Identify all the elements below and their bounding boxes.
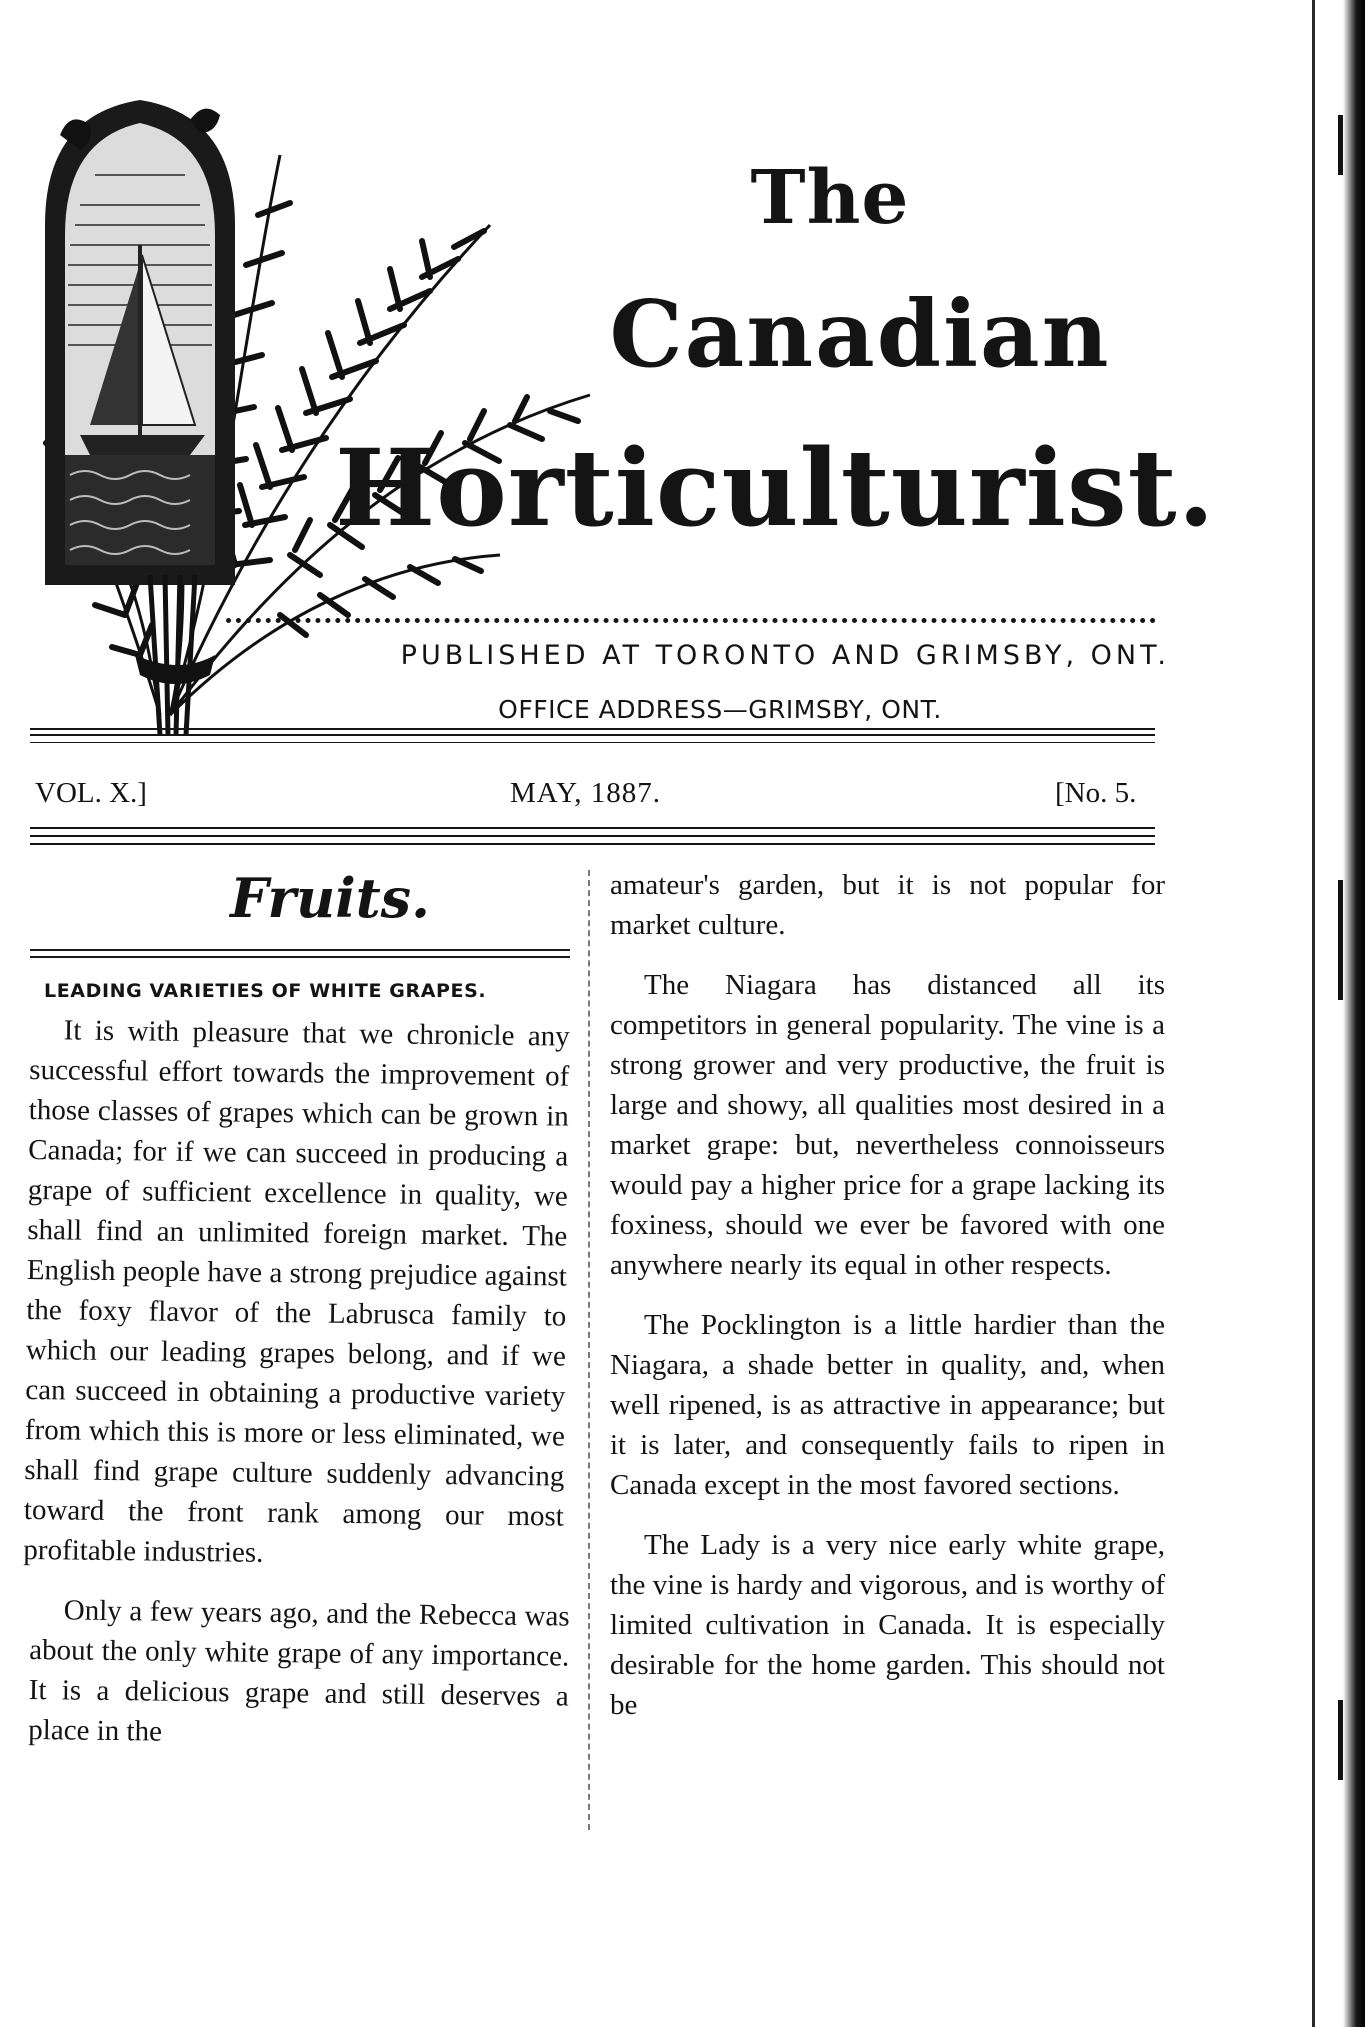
fern-ship-illustration (30, 95, 650, 735)
left-paragraph-1: It is with pleasure that we chronicle any successful effort towards the improvement of those classes of grapes which can be grown in Canada; for if we can succeed in producing a grape of sufficient excellence in quality, we shall find an unlimited foreign market. The English people have a strong prejudice against the foxy flavor of the Labrusca family to which our leading grapes belong, and if we can succeed in obtaining a productive variety from which this is more or less eliminated, we shall find grape culture suddenly advancing toward the front rank among our most profitable industries. (23, 1014, 570, 1569)
publication-place: PUBLISHED AT TORONTO AND GRIMSBY, ONT. (400, 640, 1170, 671)
masthead-title-horticulturist: Horticulturist. (335, 425, 1216, 550)
issue-rule-top (30, 742, 1155, 743)
masthead-dotted-rule (226, 618, 1156, 623)
left-column (23, 865, 570, 1750)
issue-rule-bottom (30, 843, 1155, 845)
issue-rule-bottom (30, 827, 1155, 829)
binding-edge-line (1312, 0, 1315, 2027)
masthead-title-the: The (750, 155, 910, 241)
right-column (610, 865, 1165, 1725)
binding-shadow (1343, 0, 1365, 2027)
section-rule (30, 956, 570, 958)
right-paragraph-2: The Niagara has distanced all its competitors in general popularity. The vine is a strong grower and very productive, the fruit is large and showy, all qualities most desired in a market grape: but, nevertheless connoisseurs would pay a higher price for a grape lacking its foxiness, should we ever be favored with one anywhere nearly its equal in other respects. (610, 969, 1165, 1281)
section-rule (30, 949, 570, 951)
issue-number: [No. 5. (1055, 777, 1137, 809)
section-title: Fruits. (230, 866, 430, 930)
office-address: OFFICE ADDRESS—GRIMSBY, ONT. (498, 695, 942, 724)
column-divider (588, 870, 590, 1830)
issue-date: MAY, 1887. (510, 777, 662, 809)
article-heading: LEADING VARIETIES OF WHITE GRAPES. (44, 980, 487, 1002)
issue-rule-bottom (30, 835, 1155, 837)
right-paragraph-3: The Pocklington is a little hardier than the Niagara, a shade better in quality, and, when well ripened, is as attractive in appearance; but it is later, and consequently fails to ripen in Canada except in the most favored sections. (610, 1309, 1165, 1501)
right-paragraph-4: The Lady is a very nice early white grape, the vine is hardy and vigorous, and is worthy of limited cultivation in Canada. It is especially desirable for the home garden. This should not be (610, 1529, 1165, 1721)
volume-number: VOL. X.] (35, 777, 147, 809)
issue-rule-top (30, 728, 1155, 730)
left-paragraph-2: Only a few years ago, and the Rebecca was about the only white grape of any importance. It is a delicious grape and still deserves a place in the (28, 1594, 570, 1748)
masthead-title-canadian: Canadian (609, 280, 1111, 388)
right-paragraph-1: amateur's garden, but it is not popular for market culture. (610, 869, 1165, 941)
issue-rule-top (30, 734, 1155, 736)
